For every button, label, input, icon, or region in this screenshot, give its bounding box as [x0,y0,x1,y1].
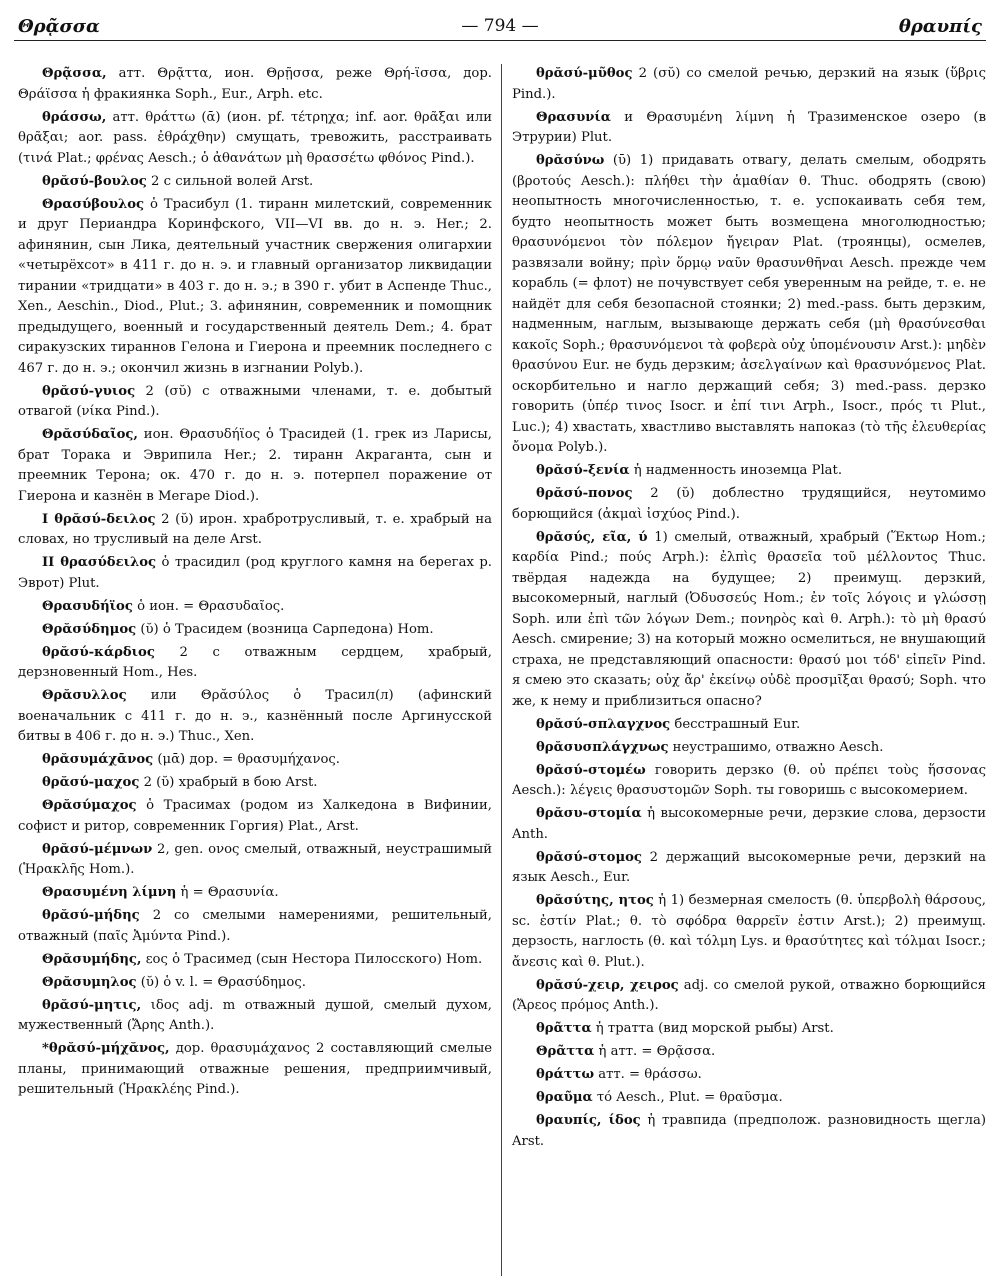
right-column [512,64,986,1155]
entry-headword: θρᾰσύ-βουλος [42,173,147,189]
entry-definition: говорить дерзко (θ. οὐ πρέπει τοὺς ἥσσονας Aesch.): λέγεις θρασυστομῶν Soph. ты говоришь с высокомерием. [512,762,986,798]
entry-definition: ἡ тратта (вид морской рыбы) Arst. [591,1021,834,1036]
entry-headword: θρᾰσύτης, ητος [536,893,654,908]
page-number: — 794 — [461,16,539,36]
dictionary-entry [512,804,986,845]
dictionary-entry [18,1039,492,1101]
dictionary-entry [512,484,986,525]
dictionary-entry [18,906,492,947]
entry-definition: τό Aesch., Plut. = θραῦσμα. [592,1090,783,1105]
dictionary-entry [512,461,986,482]
entry-headword: θρᾰσύ-ξενία [536,463,630,478]
dictionary-entry [512,1042,986,1063]
entry-definition: (ῠ) ὁ v. l. = Θρασύδημος. [136,974,306,990]
entry-headword: θρᾰσυ-στομία [536,806,642,821]
dictionary-entry [18,382,492,423]
entry-definition: 2 (ῠ) доблестно трудящийся, неутомимо борющийся (ἀκμαὶ ἰσχύος Pind.). [512,486,986,522]
entry-definition: 2 с сильной волей Arst. [146,173,314,189]
entry-headword: Θρᾰσύδαῖος, [42,427,139,442]
entry-headword: θρᾰσύ-μῦθος [536,66,633,81]
dictionary-entry [18,597,492,618]
dictionary-entry [512,108,986,149]
dictionary-entry [18,883,492,904]
dictionary-entry [18,686,492,748]
dictionary-entry [512,528,986,713]
entry-definition: дор. θρασυμάχανος 2 составляющий смелые планы, принимающий отважные решения, предприимчивый, решительный (Ἡρακλέης Pind.). [18,1041,492,1097]
dictionary-entry [18,553,492,594]
entry-headword: θρᾰσυσπλάγχνως [536,739,669,755]
entry-definition: атт. θράττω (ᾱ) (ион. pf. τέτρηχα; inf. aor. θρᾶξαι или θρᾶξαι; aor. pass. ἐθράχθην) смущать, тревожить, расстраивать (τινά Plat.; φρένας Aesch.; ὁ ἀθανάτων μὴ θρασσέτω φθόνος Pind.). [18,109,492,166]
entry-headword: Θρᾰσυμήδης, [42,951,142,967]
entry-headword: Θρᾰσύμαχος [42,798,137,813]
dictionary-entry [18,840,492,881]
entry-headword: θρᾰσύ-κάρδιος [42,644,155,660]
entry-definition: 1) смелый, отважный, храбрый (Ἕκτωρ Hom.; καρδία Pind.; πούς Arph.): ἐλπὶς θρασεῖα τοῦ μέλλοντος Thuc. твёрдая надежда на будущее; 2) преимущ. дерзкий, высокомерный, наглый (Ὀδυσσεύς Hom.; ἐν τοῖς λόγοις и γλώσσῃ Soph. или ἐπὶ τῶν λόγων Dem.; πονηρὸς καὶ θ. Arph.): τὸ μὴ θρασύ Aesch. смирение; 3) на который можно осмелиться, не внушающий страха, не представляющий опасности: θρασύ μοι τόδ' εἰπεῖν Pind. я смею это сказать; οὐχ ἄρ' ἐκείνῳ οὐδὲ προσμῖξαι θρασύ; Soph. что же, к нему и приблизиться опасно? [512,529,986,709]
dictionary-entry [18,620,492,641]
dictionary-entry [512,761,986,802]
entry-headword: θράττω [536,1067,595,1082]
dictionary-entry [18,643,492,684]
entry-headword: θρᾰσύ-στομος [536,849,642,865]
entry-definition: ἡ = Θρασυνία. [176,885,279,900]
entry-definition: атт. = θράσσω. [594,1067,702,1082]
entry-definition: (ῡ) 1) придавать отвагу, делать смелым, ободрять (βροτούς Aesch.): πλήθει τὴν ἀμαθίαν θ. Thuc. ободрять (свою) неопытность многочисленностью, т. е. успокаивать себя тем, будто неопытность может быть возмещена многолюдностью; θρασυνόμενοι τὸν πόλεμον ἤγειραν Plat. (троянцы), осмелев, развязали войну; πρὶν ὅρμῳ ναῦν θρασυνθῆναι Aesch. прежде чем корабль (= флот) не почувствует себя уверенным на рейде, т. е. не найдёт для себя безопасной стоянки; 2) med.-pass. быть дерзким, надменным, наглым, вызывающе держать себя (μὴ θρασύνεσθαι κακοῖς Soph.; θρασυνόμενοι τὰ φοβερὰ οὐχ ὑπομένουσιν Arst.): μηδὲν θρασύνου Eur. не будь дерзким; ἀσελγαίνων καὶ θρασυνόμενος Plat. оскорбительно и нагло держащий себя; 3) med.-pass. дерзко говорить (ὑπέρ τινος Isocr. и ἐπί τινι Arph., Isocr., πρός τι Plut., Luc.); 4) хвастать, хвастливо выставлять напоказ (τὸ τῆς ἐλευθερίας ὄνομα Polyb.). [512,153,986,455]
entry-headword: θρᾰσύ-σπλαγχνος [536,716,671,732]
dictionary-entry [512,1065,986,1086]
dictionary-entry [512,715,986,736]
entry-headword: θρᾰσύ-γυιος [42,383,136,399]
dictionary-entry [512,738,986,759]
entry-headword: θρᾰσύ-μαχος [42,775,140,790]
entry-definition: ἡ 1) безмерная смелость (θ. ὑπερβολὴ θάρσους, sc. ἐστίν Plat.; θ. τὸ σφόδρα θαρρεῖν ἐστιν Arst.); 2) преимущ. дерзость, наглость (θ. καὶ τόλμη Lys. и θρασύτητες καὶ τόλμαι Isocr.; ἄνεσις καὶ θ. Plut.). [512,893,986,970]
entry-definition: 2 (σῠ) со смелой речью, дерзкий на язык (ὕβρις Pind.). [512,66,986,102]
dictionary-entry [18,750,492,771]
entry-headword: Θρᾶττα [536,1044,595,1059]
entry-headword: θραυπίς, ίδος [536,1113,641,1128]
entry-headword: θράσσω, [42,109,107,125]
entry-definition: ἡ атт. = Θρᾷσσα. [594,1044,716,1059]
dictionary-entry [512,976,986,1017]
entry-definition: 2 (ῠ) ирон. храбротрусливый, т. е. храбрый на словах, но трусливый на деле Arst. [18,511,492,547]
entry-headword: Θρᾷσσα, [42,66,107,81]
dictionary-entry [18,195,492,380]
entry-definition: атт. Θρᾷττα, ион. Θρῇσσα, реже Θρή-ϊσσα, дор. Θράϊσσα ἡ фракиянка Soph., Eur., Arph. etc. [18,66,492,102]
dictionary-entry [512,1111,986,1152]
entry-headword: Θρᾰσυμηλος [42,974,137,990]
entry-headword: θρᾰσύς, εῖα, ύ [536,529,648,545]
entry-headword: θρᾰσύ-μέμνων [42,841,153,857]
entry-headword: θρᾶττα [536,1021,592,1036]
entry-definition: ион. Θρασυδήϊος ὁ Трасидей (1. грек из Ларисы, брат Торака и Эврипила Her.; 2. тиранн Акраганта, сын и преемник Терона; ок. 470 г. до н. э. потерпел поражение от Гиерона и казнён в Мегаре Diod.). [18,427,492,504]
dictionary-entry [18,773,492,794]
dictionary-entry [18,425,492,507]
dictionary-entry [512,848,986,889]
entry-headword: Θρασυνία [536,109,611,125]
entry-definition: ὁ ион. = Θρασυδαῖος. [132,598,285,614]
entry-headword: θρᾰσύ-πονος [536,486,633,501]
entry-headword: *θρᾰσύ-μήχᾰνος, [42,1041,170,1056]
dictionary-entry [512,64,986,105]
entry-definition: ὁ Трасибул (1. тиранн милетский, современник и друг Периандра Коринфского, VII—VI вв. до н. э. Her.; 2. афинянин, сын Лика, деятельный участник свержения олигархии «четырёхсот» в 411 г. до н. э. и главный организатор ликвидации тирании «тридцати» в 403 г. до н. э.; в 390 г. убит в Аспенде Thuc., Xen., Aeschin., Diod., Plut.; 3. афинянин, современник и помощник предыдущего, военный и государственный деятель Dem.; 4. брат сиракузских тираннов Гелона и Гиерона и преемник последнего с 467 г. до н. э.; окончил жизнь в изгнании Polyb.). [18,196,492,376]
entry-definition: ἡ надменность иноземца Plat. [629,463,843,478]
dictionary-entry [18,996,492,1037]
entry-definition: ἡ травпида (предполож. разновидность щегла) Arst. [512,1113,986,1149]
dictionary-entry [18,64,492,105]
entry-headword: Θρασυδήϊος [42,598,133,614]
entry-definition: 2 со смелыми намерениями, решительный, отважный (παῖς Ἀμύντα Pind.). [18,908,492,944]
entry-headword: θρᾰσύνω [536,153,605,168]
entry-definition: ὁ трасидил (род круглого камня на берегах р. Эврот) Plut. [18,555,492,591]
entry-definition: неустрашимо, отважно Aesch. [668,739,884,755]
entry-definition: бесстрашный Eur. [670,716,801,732]
entry-definition: 2 держащий высокомерные речи, дерзкий на язык Aesch., Eur. [512,849,986,885]
running-head-right: θραυπίς [898,16,982,37]
entry-definition: ὁ Трасимах (родом из Халкедона в Вифинии, софист и ритор, современник Горгия) Plat., Arst. [18,798,492,834]
entry-headword: θρᾰσύ-μητις, [42,997,142,1013]
entry-headword: θραῦμα [536,1090,593,1105]
entry-headword: Θρᾰσυλλος [42,688,127,703]
page-header [14,10,986,41]
entry-definition: 2 (σῠ) с отважными членами, т. е. добытый отвагой (νίκα Pind.). [18,383,492,419]
entry-headword: Θρασύβουλος [42,196,145,212]
entry-headword: I θρᾰσύ-δειλος [42,511,156,527]
dictionary-entry [18,950,492,971]
dictionary-entry [18,108,492,170]
dictionary-entry [512,151,986,459]
entry-definition: ιδος adj. m отважный душой, смелый духом, мужественный (Ἄρης Anth.). [18,997,492,1033]
dictionary-entry [18,172,492,193]
left-column [18,64,492,1103]
entry-headword: II θρασύδειλος [42,555,157,570]
entry-definition: adj. со смелой рукой, отважно борющийся (Ἄρεος πρόμος Anth.). [512,977,986,1013]
entry-headword: θρᾰσύ-στομέω [536,762,646,778]
running-head-left: Θρᾷσσα [18,16,100,37]
dictionary-entry [18,510,492,551]
column-divider [501,64,502,1276]
entry-definition: или Θρᾰσύλος ὁ Трасил(л) (афинский военачальник с 411 г. до н. э., казнённый после Аргинусской битвы в 406 г. до н. э.) Thuc., Xen. [18,688,492,744]
entry-definition: (μᾱ) дор. = θρασυμήχανος. [153,752,340,767]
entry-headword: θρᾰσυμάχᾱνος [42,752,154,767]
entry-headword: Θρασυμένη λίμνη [42,885,177,900]
dictionary-entry [18,973,492,994]
entry-definition: 2 (ῠ) храбрый в бою Arst. [139,775,318,790]
entry-definition: (ῠ) ὁ Трасидем (возница Сарпедона) Hom. [136,621,434,637]
entry-headword: Θρᾰσύδημος [42,621,137,637]
dictionary-entry [18,796,492,837]
entry-definition: 2 с отважным сердцем, храбрый, дерзновенный Hom., Hes. [18,644,492,680]
dictionary-entry [512,891,986,973]
entry-definition: и Θρασυμένη λίμνη ἡ Тразименское озеро (в Этрурии) Plut. [512,109,986,145]
entry-definition: εος ὁ Трасимед (сын Нестора Пилосского) Hom. [141,951,483,967]
entry-headword: θρᾰσύ-μήδης [42,908,140,923]
dictionary-entry [512,1088,986,1109]
entry-headword: θρᾰσύ-χειρ, χειρος [536,977,679,993]
entry-definition: ἡ высокомерные речи, дерзкие слова, дерзости Anth. [512,806,986,842]
entry-definition: 2, gen. ονος смелый, отважный, неустрашимый (Ἡρακλῆς Hom.). [18,841,492,877]
dictionary-entry [512,1019,986,1040]
